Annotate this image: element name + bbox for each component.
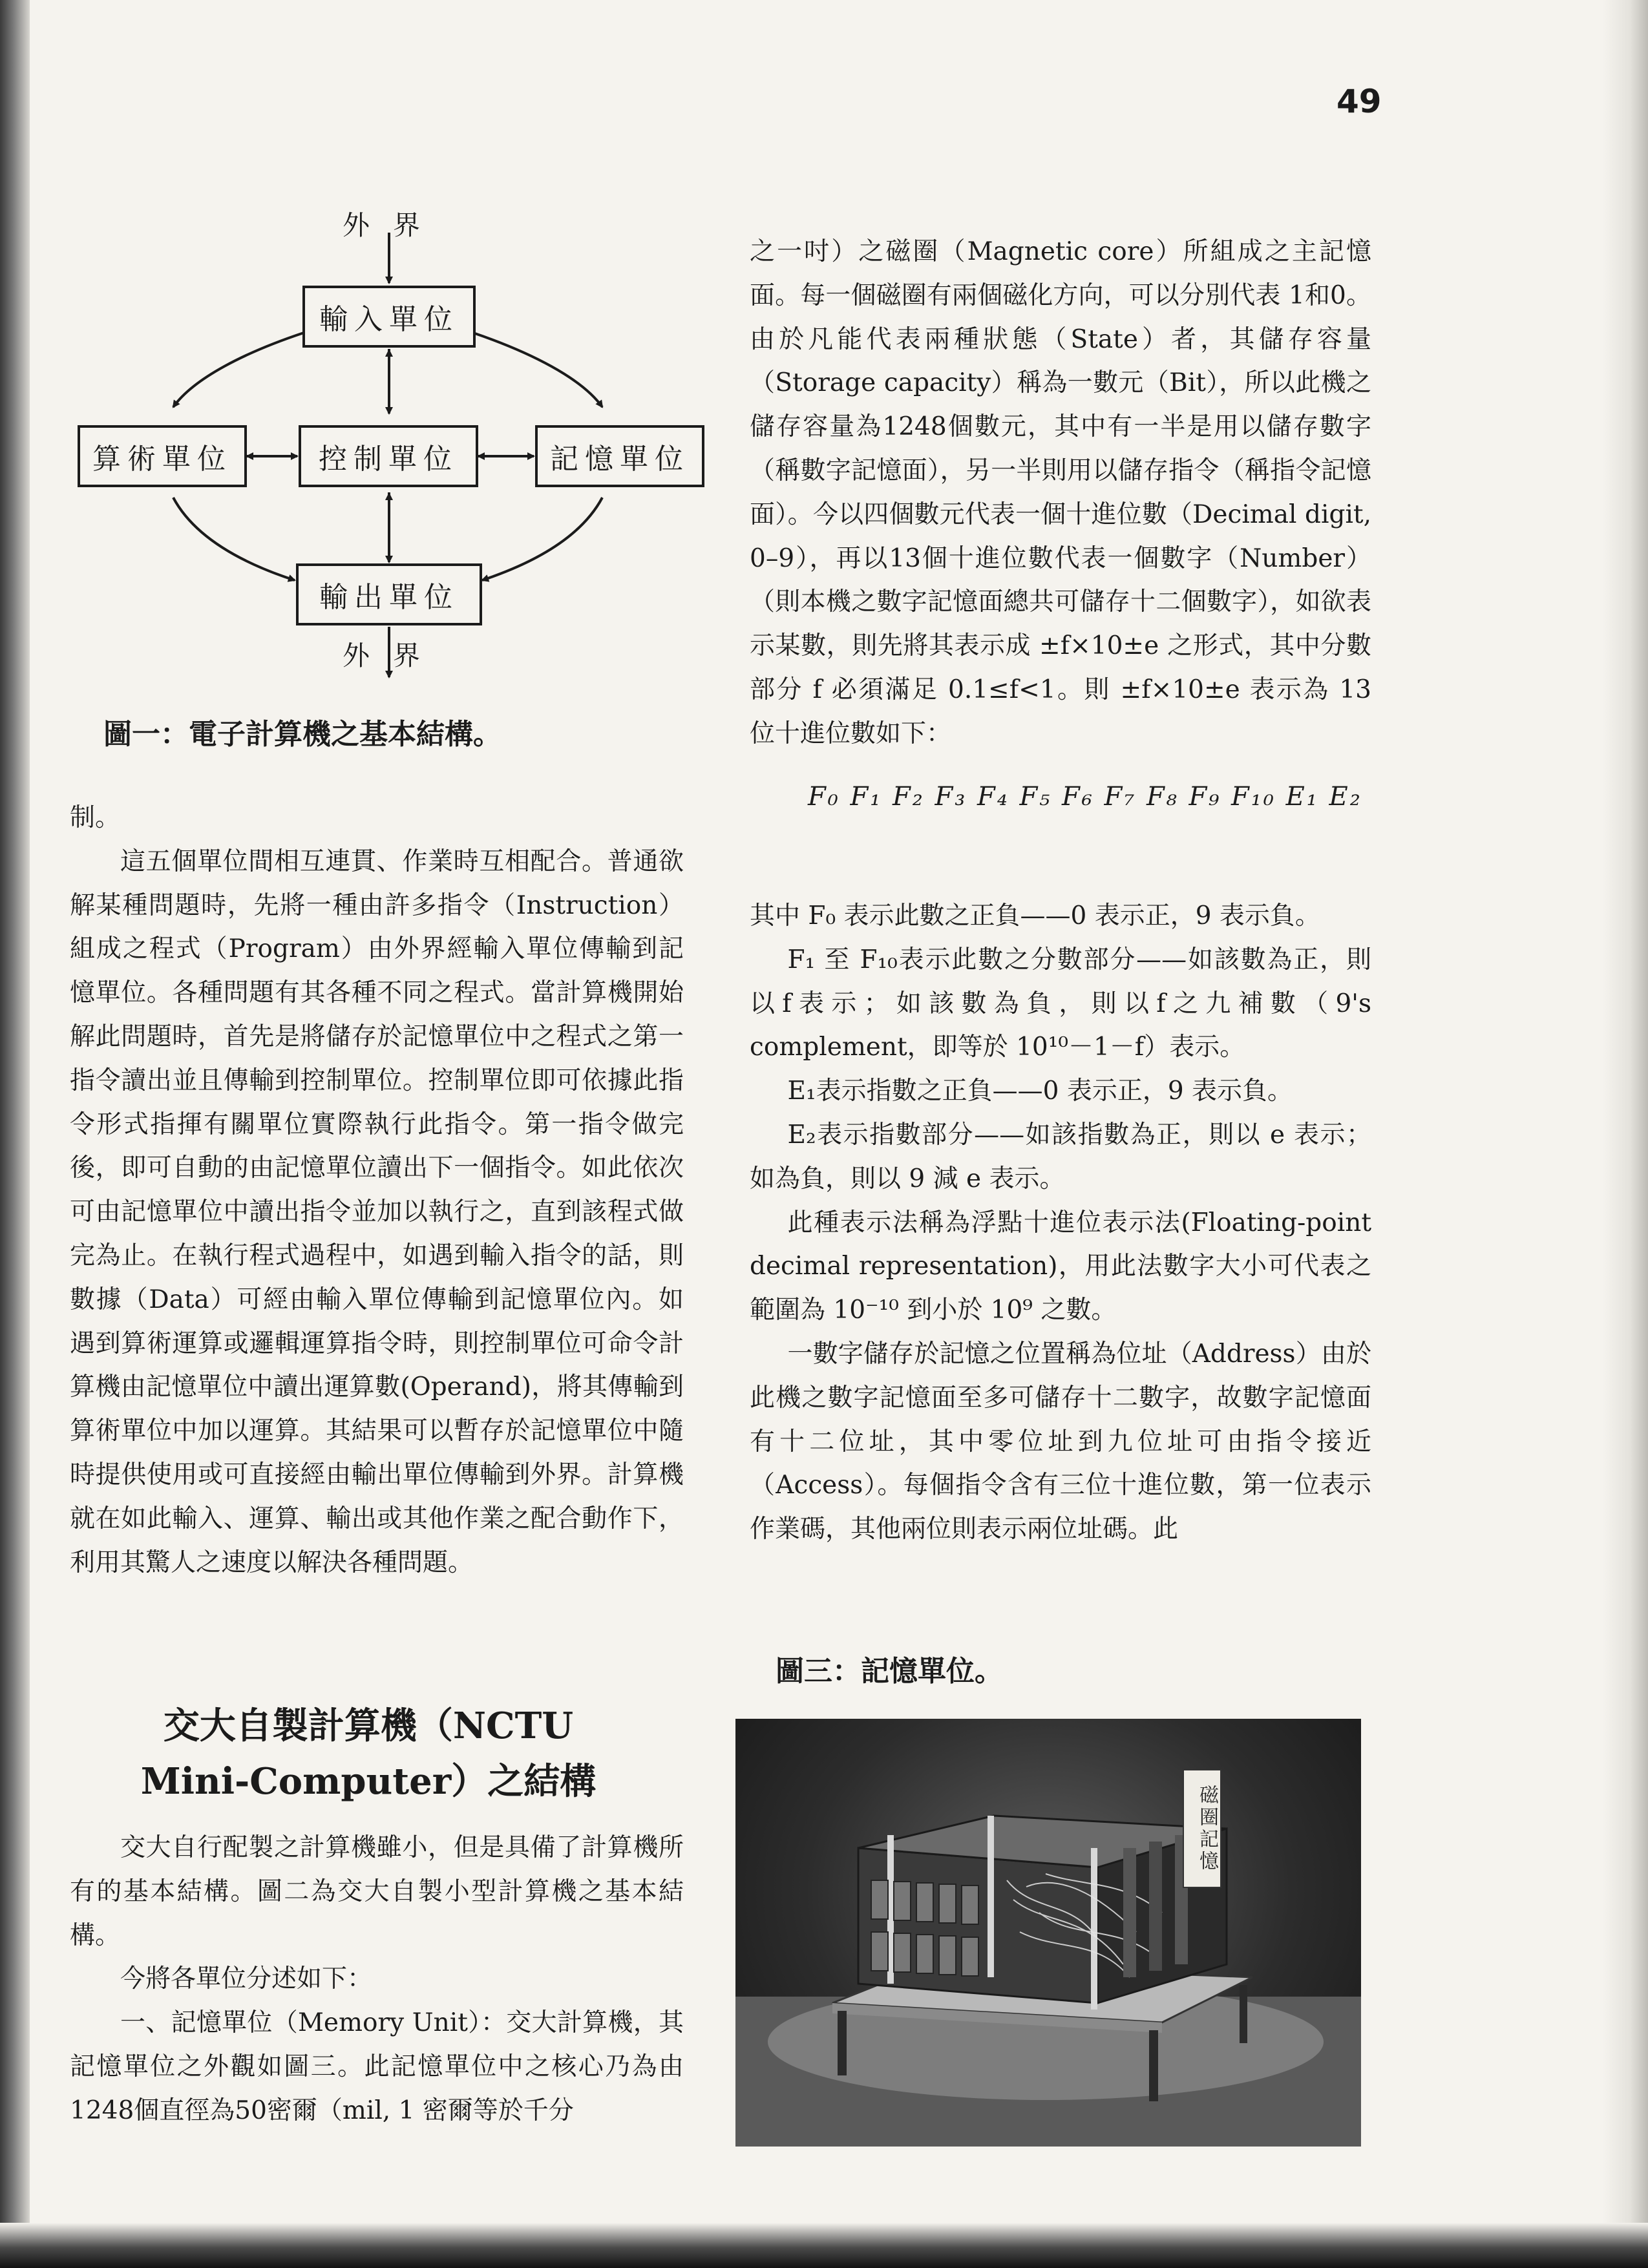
paragraph: 一、記憶單位（Memory Unit）：交大計算機，其記憶單位之外觀如圖三。此記憶單位中之核心乃為由1248個直徑為50密爾（mil, 1 密爾等於千分 [70, 2008, 684, 2125]
page-number: 49 [1336, 83, 1382, 120]
paragraph: 其中 F₀ 表示此數之正負——0 表示正，9 表示負。 [750, 901, 1320, 930]
input-unit-box: 輸入單位 [302, 286, 476, 348]
paragraph: F₁ 至 F₁₀表示此數之分數部分——如該數為正，則以f表示；如該數為負，則以f之九補數（9's complement，即等於 10¹⁰－1－f）表示。 [750, 945, 1371, 1062]
page-edge-shadow [1603, 0, 1648, 2268]
right-column-text [750, 230, 1371, 833]
paragraph: 之一吋）之磁圈（Magnetic core）所組成之主記憶面。每一個磁圈有兩個磁化方向，可以分別代表 1和0。由於凡能代表兩種狀態（State）者，其儲存容量（Storage capacity）稱為一數元（Bit），所以此機之儲存容量為1248個數元，其中有一半是用以儲存數字（稱數字記憶面），另一半則用以儲存指令（稱指令記憶面）。今以四個數元代表一個十進位數（Decimal digit, 0–9），再以13個十進位數代表一個數字（Number）（則本機之數字記憶面總共可儲存十二個數字），如欲表示某數，則先將其表示成 ±f×10±e 之形式，其中分數部分 f 必須滿足 0.1≤f<1。則 ±f×10±e 表示為 13 位十進位數如下： [750, 237, 1371, 748]
core-memory-illustration [735, 1719, 1361, 2147]
figure3-caption: 圖三：記憶單位。 [776, 1655, 1003, 1688]
paragraph: E₁表示指數之正負——0 表示正，9 表示負。 [787, 1076, 1293, 1106]
memory-unit-box: 記憶單位 [535, 425, 704, 487]
paragraph: E₂表示指數部分——如該指數為正，則以 e 表示；如為負，則以 9 減 e 表示。 [750, 1120, 1371, 1193]
computer-structure-diagram [65, 209, 711, 704]
paragraph: 今將各單位分述如下： [120, 1964, 373, 1994]
output-unit-box: 輸出單位 [296, 563, 482, 625]
external-world-bottom-label: 外界 [343, 640, 444, 671]
heading-line: Mini-Computer）之結構 [140, 1760, 597, 1803]
section-heading [116, 1698, 620, 1809]
paragraph: 制。 [70, 803, 121, 832]
arithmetic-unit-box: 算術單位 [78, 425, 247, 487]
book-spine-shadow [0, 0, 30, 2268]
paragraph: 這五個單位間相互連貫、作業時互相配合。普通欲解某種問題時，先將一種由許多指令（Instruction）組成之程式（Program）由外界經輸入單位傳輸到記憶單位。各種問題有其各種不同之程式。當計算機開始解此問題時，首先是將儲存於記憶單位中之程式之第一指令讀出並且傳輸到控制單位。控制單位即可依據此指令形式指揮有關單位實際執行此指令。第一指令做完後，即可自動的由記憶單位讀出下一個指令。如此依次可由記憶單位中讀出指令並加以執行之，直到該程式做完為止。在執行程式過程中，如遇到輸入指令的話，則數據（Data）可經由輸入單位傳輸到記憶單位內。如遇到算術運算或邏輯運算指令時，則控制單位可命令計算機由記憶單位中讀出運算數(Operand)，將其傳輸到算術單位中加以運算。其結果可以暫存於記憶單位中隨時提供使用或可直接經由輸出單位傳輸到外界。計算機就在如此輸入、運算、輸出或其他作業之配合動作下，利用其驚人之速度以解決各種問題。 [70, 846, 684, 1577]
paragraph: 交大自行配製之計算機雖小，但是具備了計算機所有的基本結構。圖二為交大自製小型計算機之基本結構。 [70, 1833, 684, 1950]
paragraph: 一數字儲存於記憶之位置稱為位址（Address）由於此機之數字記憶面至多可儲存十二數字，故數字記憶面有十二位址，其中零位址到九位址可由指令接近（Access）。每個指令含有三位十進位數，第一位表示作業碼，其他兩位則表示兩位址碼。此 [750, 1339, 1371, 1544]
heading-line: 交大自製計算機（NCTU [163, 1705, 574, 1747]
figure1-caption: 圖一：電子計算機之基本結構。 [103, 718, 502, 751]
scan-bottom-shadow [0, 2223, 1648, 2268]
external-world-top-label: 外界 [343, 209, 444, 241]
core-memory-photo [735, 1719, 1361, 2147]
left-column-text [70, 796, 684, 1584]
control-unit-box: 控制單位 [299, 425, 478, 487]
core-memory-label: 磁圈記憶 [1183, 1769, 1221, 1888]
digit-format-formula: F₀ F₁ F₂ F₃ F₄ F₅ F₆ F₇ F₈ F₉ F₁₀ E₁ E₂ [808, 781, 1362, 812]
left-column-text-lower [70, 1826, 684, 2133]
right-column-text-lower [750, 894, 1371, 1551]
paragraph: 此種表示法稱為浮點十進位表示法(Floating-point decimal representation)，用此法數字大小可代表之範圍為 10⁻¹⁰ 到小於 10⁹ 之數。 [750, 1208, 1371, 1325]
